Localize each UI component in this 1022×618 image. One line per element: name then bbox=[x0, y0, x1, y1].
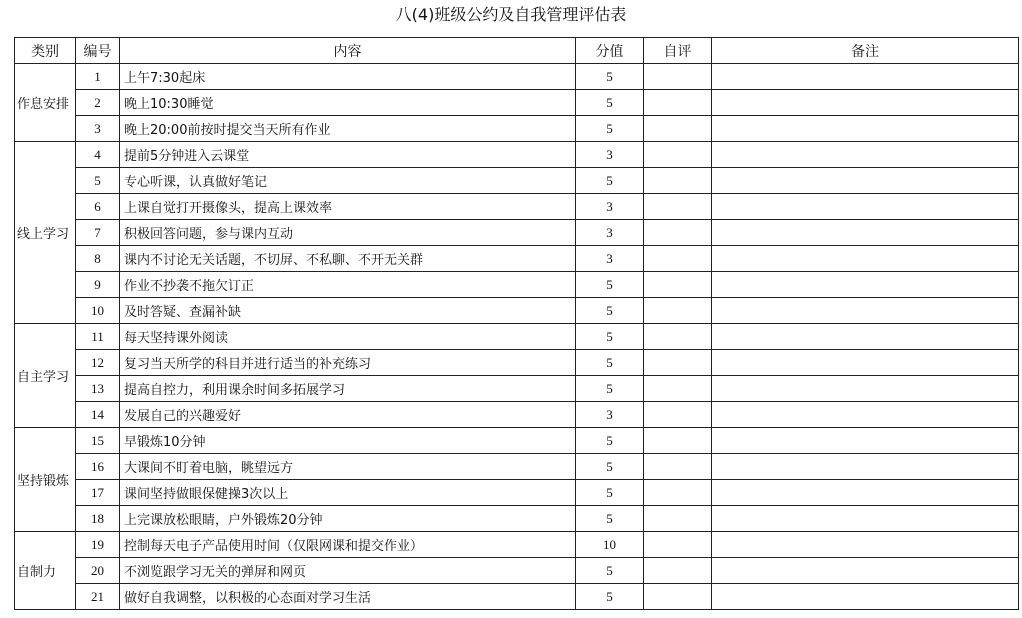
category-cell: 线上学习 bbox=[15, 142, 76, 324]
score-cell: 3 bbox=[576, 402, 644, 428]
self-eval-cell[interactable] bbox=[644, 532, 712, 558]
content-cell: 每天坚持课外阅读 bbox=[120, 324, 576, 350]
page-title: 八(4)班级公约及自我管理评估表 bbox=[395, 5, 627, 24]
remark-cell[interactable] bbox=[712, 298, 1019, 324]
remark-cell[interactable] bbox=[712, 376, 1019, 402]
remark-cell[interactable] bbox=[712, 584, 1019, 610]
remark-cell[interactable] bbox=[712, 272, 1019, 298]
number-cell: 11 bbox=[76, 324, 120, 350]
content-cell: 及时答疑、查漏补缺 bbox=[120, 298, 576, 324]
content-cell: 发展自己的兴趣爱好 bbox=[120, 402, 576, 428]
remark-cell[interactable] bbox=[712, 64, 1019, 90]
header-content: 内容 bbox=[120, 38, 576, 64]
number-cell: 21 bbox=[76, 584, 120, 610]
table-row bbox=[15, 480, 1019, 506]
table-row bbox=[15, 532, 1019, 558]
self-eval-cell[interactable] bbox=[644, 376, 712, 402]
table-row bbox=[15, 116, 1019, 142]
table-row bbox=[15, 142, 1019, 168]
header-category: 类别 bbox=[15, 38, 76, 64]
table-row bbox=[15, 272, 1019, 298]
remark-cell[interactable] bbox=[712, 220, 1019, 246]
number-cell: 7 bbox=[76, 220, 120, 246]
table-body bbox=[15, 64, 1019, 610]
category-cell: 作息安排 bbox=[15, 64, 76, 142]
self-eval-cell[interactable] bbox=[644, 272, 712, 298]
score-cell: 5 bbox=[576, 64, 644, 90]
number-cell: 4 bbox=[76, 142, 120, 168]
remark-cell[interactable] bbox=[712, 428, 1019, 454]
table-row bbox=[15, 246, 1019, 272]
remark-cell[interactable] bbox=[712, 558, 1019, 584]
content-cell: 作业不抄袭不拖欠订正 bbox=[120, 272, 576, 298]
table-row bbox=[15, 402, 1019, 428]
table-row bbox=[15, 220, 1019, 246]
table-row bbox=[15, 558, 1019, 584]
number-cell: 13 bbox=[76, 376, 120, 402]
score-cell: 5 bbox=[576, 584, 644, 610]
table-row bbox=[15, 64, 1019, 90]
self-eval-cell[interactable] bbox=[644, 480, 712, 506]
remark-cell[interactable] bbox=[712, 480, 1019, 506]
number-cell: 5 bbox=[76, 168, 120, 194]
content-cell: 大课间不盯着电脑，眺望远方 bbox=[120, 454, 576, 480]
remark-cell[interactable] bbox=[712, 90, 1019, 116]
content-cell: 复习当天所学的科目并进行适当的补充练习 bbox=[120, 350, 576, 376]
score-cell: 3 bbox=[576, 142, 644, 168]
number-cell: 9 bbox=[76, 272, 120, 298]
table-row bbox=[15, 506, 1019, 532]
content-cell: 晚上20:00前按时提交当天所有作业 bbox=[120, 116, 576, 142]
remark-cell[interactable] bbox=[712, 246, 1019, 272]
score-cell: 3 bbox=[576, 246, 644, 272]
score-cell: 5 bbox=[576, 558, 644, 584]
remark-cell[interactable] bbox=[712, 350, 1019, 376]
content-cell: 专心听课，认真做好笔记 bbox=[120, 168, 576, 194]
self-eval-cell[interactable] bbox=[644, 168, 712, 194]
score-cell: 5 bbox=[576, 272, 644, 298]
remark-cell[interactable] bbox=[712, 402, 1019, 428]
score-cell: 5 bbox=[576, 168, 644, 194]
number-cell: 12 bbox=[76, 350, 120, 376]
table-row bbox=[15, 168, 1019, 194]
number-cell: 15 bbox=[76, 428, 120, 454]
remark-cell[interactable] bbox=[712, 168, 1019, 194]
content-cell: 上课自觉打开摄像头，提高上课效率 bbox=[120, 194, 576, 220]
number-cell: 16 bbox=[76, 454, 120, 480]
table-row bbox=[15, 428, 1019, 454]
score-cell: 5 bbox=[576, 298, 644, 324]
content-cell: 晚上10:30睡觉 bbox=[120, 90, 576, 116]
remark-cell[interactable] bbox=[712, 142, 1019, 168]
table-row bbox=[15, 376, 1019, 402]
header-remark: 备注 bbox=[712, 38, 1019, 64]
score-cell: 5 bbox=[576, 324, 644, 350]
number-cell: 18 bbox=[76, 506, 120, 532]
content-cell: 课内不讨论无关话题，不切屏、不私聊、不开无关群 bbox=[120, 246, 576, 272]
content-cell: 上午7:30起床 bbox=[120, 64, 576, 90]
score-cell: 5 bbox=[576, 350, 644, 376]
self-eval-cell[interactable] bbox=[644, 454, 712, 480]
score-cell: 3 bbox=[576, 194, 644, 220]
self-eval-cell[interactable] bbox=[644, 116, 712, 142]
self-eval-cell[interactable] bbox=[644, 402, 712, 428]
remark-cell[interactable] bbox=[712, 324, 1019, 350]
score-cell: 10 bbox=[576, 532, 644, 558]
self-eval-cell[interactable] bbox=[644, 194, 712, 220]
table-row bbox=[15, 298, 1019, 324]
table-row bbox=[15, 454, 1019, 480]
score-cell: 5 bbox=[576, 116, 644, 142]
content-cell: 提前5分钟进入云课堂 bbox=[120, 142, 576, 168]
self-eval-cell[interactable] bbox=[644, 584, 712, 610]
header-number: 编号 bbox=[76, 38, 120, 64]
score-cell: 5 bbox=[576, 506, 644, 532]
remark-cell[interactable] bbox=[712, 506, 1019, 532]
number-cell: 17 bbox=[76, 480, 120, 506]
remark-cell[interactable] bbox=[712, 194, 1019, 220]
category-cell: 自主学习 bbox=[15, 324, 76, 428]
self-eval-cell[interactable] bbox=[644, 64, 712, 90]
number-cell: 6 bbox=[76, 194, 120, 220]
table-row bbox=[15, 324, 1019, 350]
content-cell: 做好自我调整，以积极的心态面对学习生活 bbox=[120, 584, 576, 610]
content-cell: 上完课放松眼睛，户外锻炼20分钟 bbox=[120, 506, 576, 532]
content-cell: 不浏览跟学习无关的弹屏和网页 bbox=[120, 558, 576, 584]
self-eval-cell[interactable] bbox=[644, 220, 712, 246]
number-cell: 3 bbox=[76, 116, 120, 142]
header-score: 分值 bbox=[576, 38, 644, 64]
content-cell: 早锻炼10分钟 bbox=[120, 428, 576, 454]
assessment-table bbox=[14, 37, 1019, 610]
self-eval-cell[interactable] bbox=[644, 506, 712, 532]
self-eval-cell[interactable] bbox=[644, 246, 712, 272]
number-cell: 20 bbox=[76, 558, 120, 584]
content-cell: 提高自控力，利用课余时间多拓展学习 bbox=[120, 376, 576, 402]
self-eval-cell[interactable] bbox=[644, 558, 712, 584]
table-row bbox=[15, 350, 1019, 376]
self-eval-cell[interactable] bbox=[644, 324, 712, 350]
table-row bbox=[15, 584, 1019, 610]
remark-cell[interactable] bbox=[712, 532, 1019, 558]
score-cell: 5 bbox=[576, 376, 644, 402]
number-cell: 14 bbox=[76, 402, 120, 428]
table-row bbox=[15, 194, 1019, 220]
header-self-eval: 自评 bbox=[644, 38, 712, 64]
self-eval-cell[interactable] bbox=[644, 142, 712, 168]
number-cell: 19 bbox=[76, 532, 120, 558]
score-cell: 3 bbox=[576, 220, 644, 246]
table-row bbox=[15, 90, 1019, 116]
content-cell: 课间坚持做眼保健操3次以上 bbox=[120, 480, 576, 506]
score-cell: 5 bbox=[576, 428, 644, 454]
score-cell: 5 bbox=[576, 480, 644, 506]
content-cell: 积极回答问题，参与课内互动 bbox=[120, 220, 576, 246]
remark-cell[interactable] bbox=[712, 116, 1019, 142]
category-cell: 坚持锻炼 bbox=[15, 428, 76, 532]
score-cell: 5 bbox=[576, 454, 644, 480]
remark-cell[interactable] bbox=[712, 454, 1019, 480]
number-cell: 2 bbox=[76, 90, 120, 116]
score-cell: 5 bbox=[576, 90, 644, 116]
self-eval-cell[interactable] bbox=[644, 90, 712, 116]
number-cell: 8 bbox=[76, 246, 120, 272]
header-row bbox=[15, 38, 1019, 64]
self-eval-cell[interactable] bbox=[644, 298, 712, 324]
content-cell: 控制每天电子产品使用时间（仅限网课和提交作业） bbox=[120, 532, 576, 558]
self-eval-cell[interactable] bbox=[644, 428, 712, 454]
self-eval-cell[interactable] bbox=[644, 350, 712, 376]
number-cell: 10 bbox=[76, 298, 120, 324]
number-cell: 1 bbox=[76, 64, 120, 90]
category-cell: 自制力 bbox=[15, 532, 76, 610]
